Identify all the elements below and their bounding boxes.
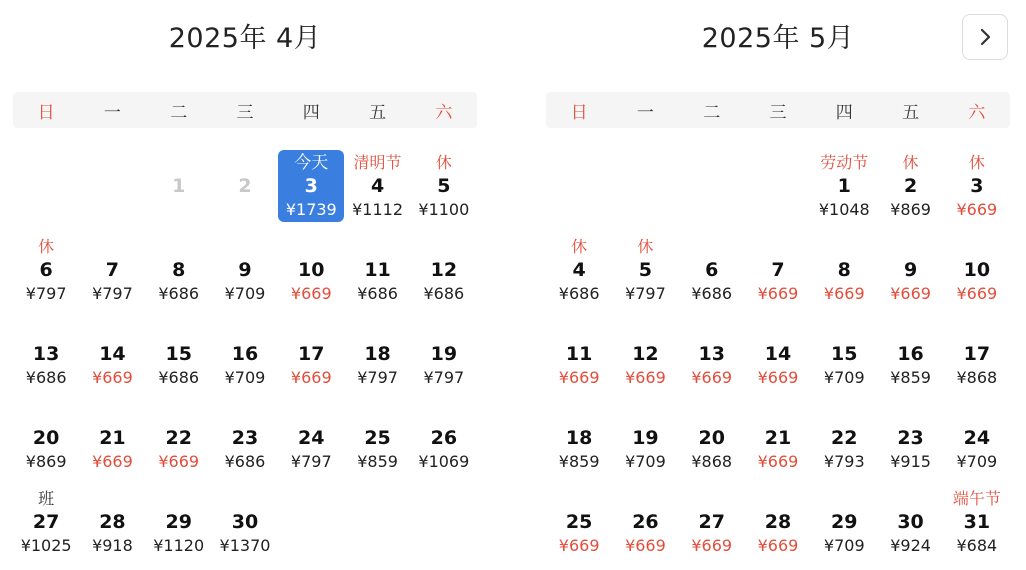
- day-cell[interactable]: [212, 486, 278, 570]
- day-number: 4: [572, 259, 586, 281]
- day-cell[interactable]: [13, 318, 79, 402]
- weekday-mon: 一: [636, 102, 654, 123]
- day-price: ¥859: [558, 452, 600, 471]
- day-number: 24: [298, 427, 325, 449]
- day-price: ¥669: [158, 452, 200, 471]
- day-price: ¥1112: [352, 200, 404, 219]
- day-number: 15: [165, 343, 192, 365]
- day-price: ¥709: [625, 452, 666, 471]
- day-price: ¥686: [158, 368, 200, 387]
- weekday-wed: 三: [769, 102, 787, 123]
- day-cell[interactable]: [745, 318, 811, 402]
- day-number: 3: [970, 175, 984, 197]
- day-price: ¥869: [890, 200, 931, 219]
- day-cell[interactable]: [877, 318, 943, 402]
- day-price: ¥797: [290, 452, 332, 471]
- day-cell[interactable]: [944, 402, 1010, 486]
- day-cell[interactable]: [679, 486, 745, 570]
- day-cell[interactable]: [612, 486, 678, 570]
- day-number: 20: [32, 427, 60, 449]
- day-price: ¥669: [757, 452, 799, 471]
- weekday-tue: 二: [170, 102, 188, 123]
- day-price: ¥669: [757, 368, 799, 387]
- day-cell[interactable]: [877, 150, 943, 234]
- day-number: 5: [437, 175, 451, 197]
- day-number: 6: [39, 259, 53, 281]
- day-tag: 班: [38, 489, 55, 508]
- day-cell[interactable]: [212, 234, 278, 318]
- day-cell[interactable]: [546, 318, 612, 402]
- day-cell[interactable]: [411, 234, 477, 318]
- empty-cell: [612, 150, 678, 234]
- day-number: 4: [370, 175, 385, 197]
- day-number: 25: [565, 511, 593, 533]
- day-cell[interactable]: [212, 402, 278, 486]
- day-number: 14: [99, 343, 126, 365]
- day-cell[interactable]: [79, 402, 145, 486]
- day-number: 14: [764, 343, 792, 365]
- day-tag: 休: [38, 237, 55, 256]
- day-number: 22: [165, 427, 192, 449]
- day-number: 23: [897, 427, 924, 449]
- day-cell[interactable]: [745, 234, 811, 318]
- day-cell[interactable]: [212, 318, 278, 402]
- day-cell[interactable]: [13, 486, 79, 570]
- day-price: ¥669: [890, 284, 931, 303]
- day-number: 27: [32, 511, 60, 533]
- day-cell[interactable]: [546, 486, 612, 570]
- day-number: 9: [238, 259, 252, 281]
- day-price: ¥1069: [418, 452, 470, 471]
- month-april: [13, 0, 477, 570]
- day-number: 5: [638, 259, 653, 281]
- day-cell[interactable]: [877, 402, 943, 486]
- day-tag: 休: [571, 237, 588, 256]
- day-price: ¥669: [691, 536, 733, 555]
- day-number: 25: [364, 427, 391, 449]
- day-price: ¥669: [691, 368, 733, 387]
- day-number: 18: [565, 427, 593, 449]
- day-cell[interactable]: [278, 402, 344, 486]
- day-price: ¥669: [956, 284, 998, 303]
- day-cell[interactable]: [811, 486, 877, 570]
- day-price: ¥686: [224, 452, 266, 471]
- day-number: 30: [897, 511, 924, 533]
- day-price: ¥793: [823, 452, 865, 471]
- day-cell[interactable]: [612, 402, 678, 486]
- day-cell[interactable]: [278, 234, 344, 318]
- day-number: 1: [837, 175, 851, 197]
- day-cell[interactable]: [612, 318, 678, 402]
- day-cell[interactable]: [679, 234, 745, 318]
- day-cell[interactable]: [944, 318, 1010, 402]
- day-tag: 清明节: [353, 153, 402, 172]
- day-number: 12: [430, 259, 458, 281]
- day-cell[interactable]: [146, 318, 212, 402]
- day-price: ¥669: [757, 536, 799, 555]
- weekday-wed: 三: [236, 102, 254, 123]
- day-number: 29: [831, 511, 858, 533]
- empty-cell: [546, 150, 612, 234]
- day-tag: 今天: [294, 153, 329, 173]
- day-number: 16: [231, 343, 259, 365]
- day-number: 24: [963, 427, 991, 449]
- day-cell[interactable]: [745, 486, 811, 570]
- day-cell[interactable]: [546, 234, 612, 318]
- day-cell[interactable]: [679, 402, 745, 486]
- day-tag: 休: [902, 153, 919, 172]
- day-cell[interactable]: [344, 402, 410, 486]
- day-number: 20: [698, 427, 725, 449]
- empty-cell: [13, 150, 79, 234]
- day-cell[interactable]: [411, 150, 477, 234]
- day-number: 18: [364, 343, 391, 365]
- day-number: 17: [298, 343, 325, 365]
- day-price: ¥669: [823, 284, 865, 303]
- day-price: ¥669: [290, 368, 332, 387]
- day-cell[interactable]: [344, 318, 410, 402]
- day-price: ¥669: [625, 368, 666, 387]
- empty-cell: [79, 150, 145, 234]
- day-price: ¥669: [92, 368, 133, 387]
- day-cell[interactable]: [546, 402, 612, 486]
- day-grid: [13, 150, 477, 570]
- next-month-button[interactable]: [962, 14, 1008, 60]
- day-price: ¥797: [423, 368, 465, 387]
- day-cell[interactable]: [13, 402, 79, 486]
- day-price: ¥684: [956, 536, 998, 555]
- weekday-sat: 六: [435, 102, 453, 123]
- day-cell-today[interactable]: [278, 150, 344, 222]
- day-price: ¥868: [691, 452, 733, 471]
- day-cell[interactable]: [877, 234, 943, 318]
- day-number: 6: [705, 259, 719, 281]
- weekday-sat: 六: [968, 102, 986, 123]
- day-cell[interactable]: [146, 234, 212, 318]
- day-number: 23: [231, 427, 259, 449]
- day-price: ¥1739: [285, 200, 337, 219]
- day-number: 13: [698, 343, 725, 365]
- day-price: ¥669: [558, 368, 600, 387]
- day-price: ¥1100: [418, 200, 470, 219]
- day-price: ¥669: [956, 200, 998, 219]
- day-price: ¥1048: [818, 200, 870, 219]
- day-cell: [146, 150, 212, 234]
- day-number: 15: [831, 343, 858, 365]
- day-price: ¥686: [25, 368, 67, 387]
- day-cell[interactable]: [344, 234, 410, 318]
- day-number: 29: [165, 511, 192, 533]
- day-price: ¥686: [558, 284, 600, 303]
- day-price: ¥1120: [153, 536, 205, 555]
- day-number: 10: [963, 259, 991, 281]
- day-cell[interactable]: [944, 234, 1010, 318]
- day-number: 8: [837, 259, 851, 281]
- day-tag: 劳动节: [820, 153, 869, 172]
- day-price: ¥686: [158, 284, 200, 303]
- day-cell[interactable]: [79, 486, 145, 570]
- day-number: 13: [32, 343, 60, 365]
- day-number: 21: [764, 427, 792, 449]
- day-cell[interactable]: [79, 234, 145, 318]
- day-number: 2: [238, 175, 252, 197]
- day-price: ¥868: [956, 368, 998, 387]
- chevron-right-icon: [976, 27, 994, 47]
- day-cell[interactable]: [811, 150, 877, 234]
- month-title: 2025年 4月: [168, 23, 322, 54]
- day-price: ¥709: [823, 368, 865, 387]
- day-number: 16: [897, 343, 924, 365]
- day-price: ¥1025: [20, 536, 72, 555]
- day-cell[interactable]: [877, 486, 943, 570]
- day-price: ¥709: [823, 536, 865, 555]
- day-price: ¥686: [691, 284, 733, 303]
- day-price: ¥797: [25, 284, 67, 303]
- day-number: 30: [231, 511, 259, 533]
- weekday-thu: 四: [302, 102, 320, 123]
- day-number: 26: [430, 427, 458, 449]
- day-number: 11: [565, 343, 593, 365]
- day-number: 26: [632, 511, 659, 533]
- day-price: ¥869: [25, 452, 67, 471]
- weekday-thu: 四: [835, 102, 853, 123]
- month-title: 2025年 5月: [701, 23, 855, 54]
- day-number: 1: [172, 175, 186, 197]
- day-price: ¥797: [625, 284, 666, 303]
- day-cell[interactable]: [344, 150, 410, 234]
- day-price: ¥924: [890, 536, 931, 555]
- day-grid: [546, 150, 1010, 570]
- weekday-sun: 日: [37, 102, 55, 123]
- weekday-sun: 日: [570, 102, 588, 123]
- day-cell[interactable]: [745, 402, 811, 486]
- day-cell[interactable]: [811, 402, 877, 486]
- empty-cell: [745, 150, 811, 234]
- day-tag: 端午节: [952, 489, 1001, 508]
- day-cell[interactable]: [146, 486, 212, 570]
- day-cell[interactable]: [811, 234, 877, 318]
- day-number: 2: [903, 175, 918, 197]
- weekday-header: [13, 92, 477, 128]
- weekday-mon: 一: [103, 102, 121, 123]
- day-number: 17: [963, 343, 991, 365]
- weekday-fri: 五: [369, 102, 387, 123]
- day-cell[interactable]: [411, 318, 477, 402]
- day-cell[interactable]: [612, 234, 678, 318]
- day-price: ¥797: [357, 368, 398, 387]
- month-may: [546, 0, 1010, 570]
- day-number: 22: [831, 427, 858, 449]
- day-tag: 休: [637, 237, 654, 256]
- day-number: 3: [304, 175, 318, 197]
- day-cell: [212, 150, 278, 234]
- day-cell[interactable]: [146, 402, 212, 486]
- day-cell[interactable]: [278, 318, 344, 402]
- day-price: ¥859: [357, 452, 398, 471]
- day-number: 19: [430, 343, 458, 365]
- day-number: 12: [632, 343, 659, 365]
- day-number: 10: [298, 259, 325, 281]
- day-cell[interactable]: [679, 318, 745, 402]
- day-price: ¥686: [357, 284, 398, 303]
- day-number: 31: [963, 511, 991, 533]
- day-number: 21: [99, 427, 126, 449]
- day-cell[interactable]: [13, 234, 79, 318]
- day-number: 11: [364, 259, 391, 281]
- day-price: ¥669: [625, 536, 666, 555]
- weekday-header: [546, 92, 1010, 128]
- day-cell[interactable]: [411, 402, 477, 486]
- day-price: ¥669: [757, 284, 799, 303]
- day-cell[interactable]: [944, 150, 1010, 234]
- day-number: 7: [105, 259, 120, 281]
- day-number: 9: [903, 259, 918, 281]
- day-cell[interactable]: [944, 486, 1010, 570]
- day-price: ¥709: [956, 452, 998, 471]
- day-number: 27: [698, 511, 725, 533]
- day-number: 7: [771, 259, 785, 281]
- day-tag: 休: [968, 153, 985, 172]
- empty-cell: [679, 150, 745, 234]
- day-number: 19: [632, 427, 659, 449]
- day-price: ¥669: [92, 452, 133, 471]
- day-price: ¥918: [92, 536, 133, 555]
- day-price: ¥709: [224, 284, 266, 303]
- day-cell[interactable]: [811, 318, 877, 402]
- day-number: 8: [172, 259, 186, 281]
- day-price: ¥859: [890, 368, 931, 387]
- day-cell[interactable]: [79, 318, 145, 402]
- day-number: 28: [99, 511, 126, 533]
- day-price: ¥709: [224, 368, 266, 387]
- weekday-fri: 五: [902, 102, 920, 123]
- day-price: ¥915: [890, 452, 931, 471]
- day-price: ¥1370: [219, 536, 271, 555]
- day-number: 28: [764, 511, 792, 533]
- day-price: ¥669: [558, 536, 600, 555]
- day-price: ¥669: [290, 284, 332, 303]
- day-tag: 休: [435, 153, 452, 172]
- day-price: ¥686: [423, 284, 465, 303]
- weekday-tue: 二: [703, 102, 721, 123]
- day-price: ¥797: [92, 284, 133, 303]
